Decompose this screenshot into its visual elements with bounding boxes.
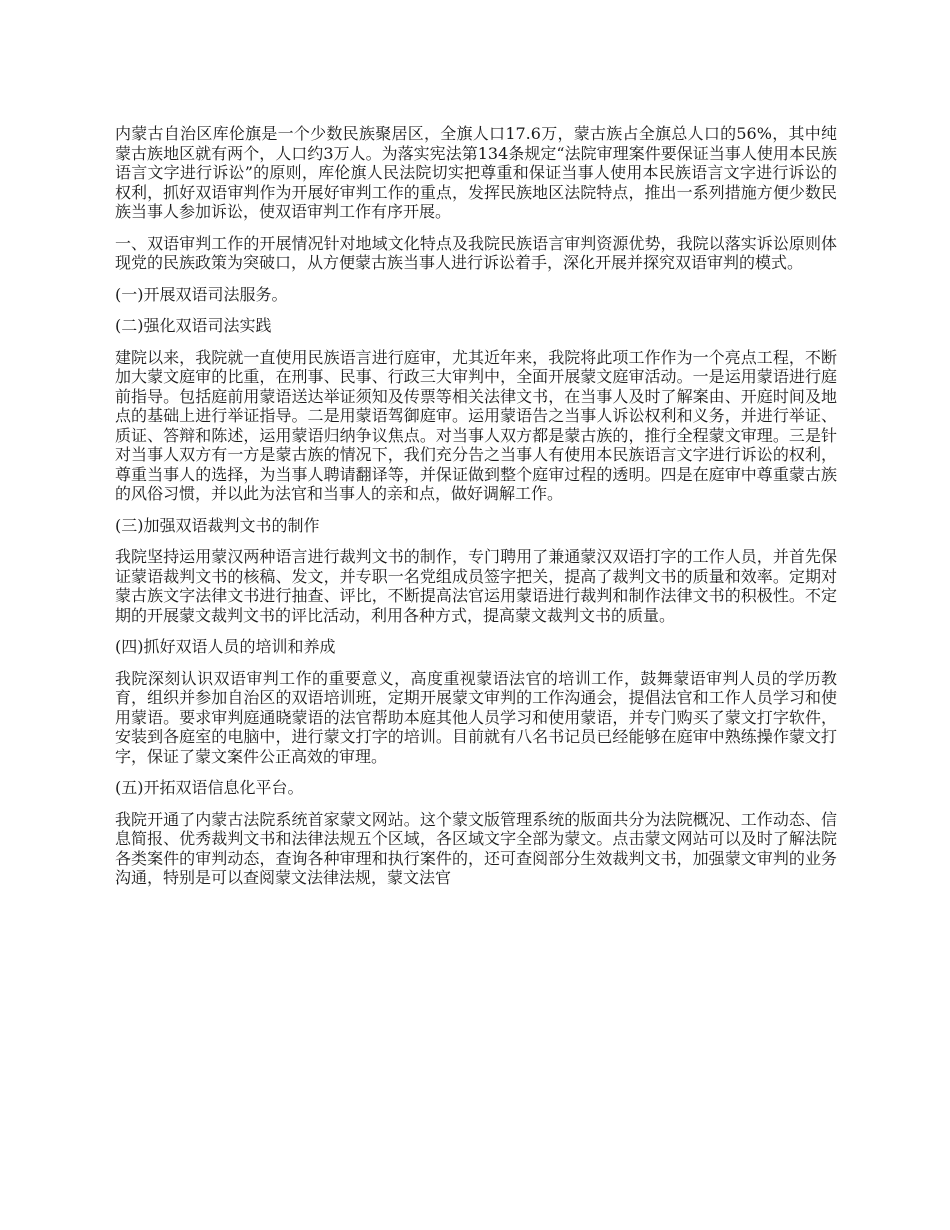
paragraph: 我院开通了内蒙古法院系统首家蒙文网站。这个蒙文版管理系统的版面共分为法院概况、工作动态、信息简报、优秀裁判文书和法律法规五个区域，各区域文字全部为蒙文。点击蒙文网站可以及时了解法院各类案件的审判动态，查询各种审理和执行案件的，还可查阅部分生效裁判文书，加强蒙文审判的业务沟通，特别是可以查阅蒙文法律法规，蒙文法官 (115, 809, 837, 887)
section-heading: (一)开展双语司法服务。 (115, 284, 288, 304)
section-heading: (二)强化双语司法实践 (115, 316, 272, 335)
paragraph: 建院以来，我院就一直使用民族语言进行庭审，尤其近年来，我院将此项工作作为一个亮点工程，不断加大蒙文庭审的比重，在刑事、民事、行政三大审判中，全面开展蒙文庭审活动。一是运用蒙语进行庭前指导。包括庭前用蒙语送达举证须知及传票等相关法律文书，在当事人及时了解案由、开庭时间及地点的基础上进行举证指导。二是用蒙语驾御庭审。运用蒙语告之当事人诉讼权利和义务，并进行举证、质证、答辩和陈述，运用蒙语归纳争议焦点。对当事人双方都是蒙古族的，推行全程蒙文审理。三是针对当事人双方有一方是蒙古族的情况下，我们充分告之当事人有使用本民族语言文字进行诉讼的权利，尊重当事人的选择，为当事人聘请翻译等，并保证做到整个庭审过程的透明。四是在庭审中尊重蒙古族的风俗习惯，并以此为法官和当事人的亲和点，做好调解工作。 (115, 347, 837, 503)
paragraph: 一、双语审判工作的开展情况针对地域文化特点及我院民族语言审判资源优势，我院以落实诉讼原则体现党的民族政策为突破口，从方便蒙古族当事人进行诉讼着手，深化开展并探究双语审判的模式。 (115, 233, 837, 272)
paragraph: 我院坚持运用蒙汉两种语言进行裁判文书的制作，专门聘用了兼通蒙汉双语打字的工作人员，并首先保证蒙语裁判文书的核稿、发文，并专职一名党组成员签字把关，提高了裁判文书的质量和效率。定期对蒙古族文字法律文书进行抽查、评比，不断提高法官运用蒙语进行裁判和制作法律文书的积极性。不定期的开展蒙文裁判文书的评比活动，利用各种方式，提高蒙文裁判文书的质量。 (115, 547, 837, 625)
paragraph: 内蒙古自治区库伦旗是一个少数民族聚居区，全旗人口17.6万，蒙古族占全旗总人口的56%，其中纯蒙古族地区就有两个，人口约3万人。为落实宪法第134条规定“法院审理案件要保证当事人使用本民族语言文字进行诉讼”的原则，库伦旗人民法院切实把尊重和保证当事人使用本民族语言文字进行诉讼的权利，抓好双语审判作为开展好审判工作的重点，发挥民族地区法院特点，推出一系列措施方便少数民族当事人参加诉讼，使双语审判工作有序开展。 (115, 124, 837, 221)
section-heading: (四)抓好双语人员的培训和养成 (115, 637, 336, 656)
document-body (115, 124, 837, 900)
section-heading: (三)加强双语裁判文书的制作 (115, 515, 320, 535)
section-heading: (五)开拓双语信息化平台。 (115, 778, 304, 797)
paragraph: 我院深刻认识双语审判工作的重要意义，高度重视蒙语法官的培训工作，鼓舞蒙语审判人员的学历教育，组织并参加自治区的双语培训班，定期开展蒙文审判的工作沟通会，提倡法官和工作人员学习和使用蒙语。要求审判庭通晓蒙语的法官帮助本庭其他人员学习和使用蒙语，并专门购买了蒙文打字软件，安装到各庭室的电脑中，进行蒙文打字的培训。目前就有八名书记员已经能够在庭审中熟练操作蒙文打字，保证了蒙文案件公正高效的审理。 (115, 668, 837, 766)
